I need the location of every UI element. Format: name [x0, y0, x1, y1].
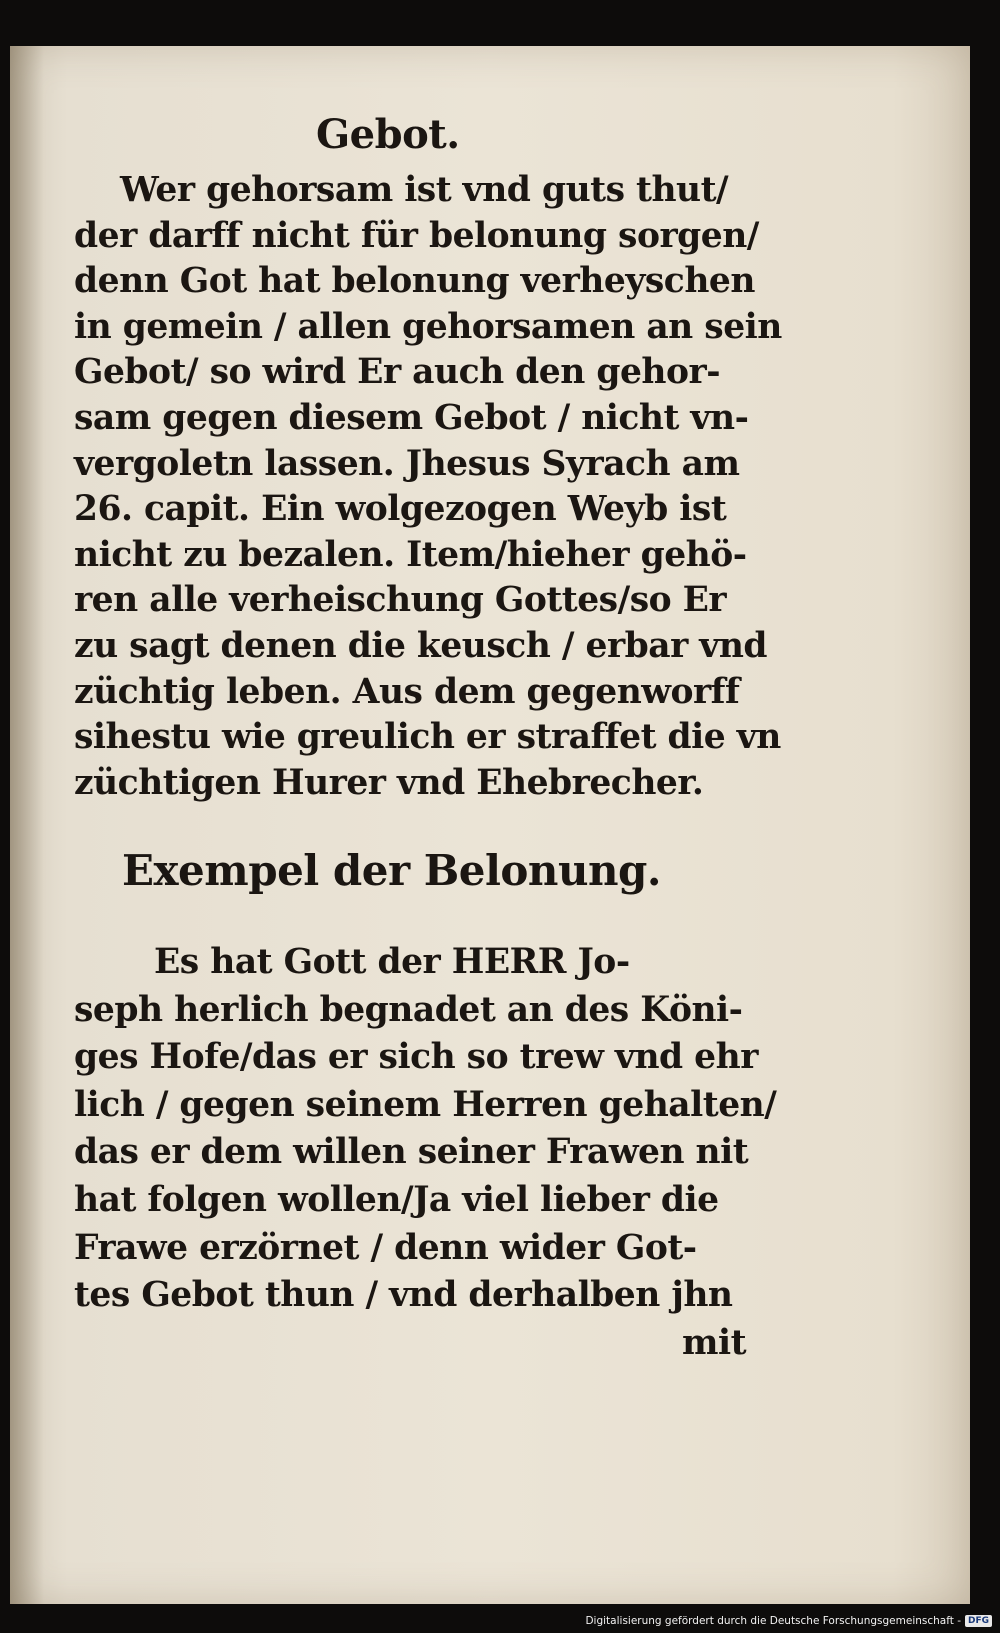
text-line: züchtigen Hurer vnd Ehebrecher.: [74, 762, 704, 803]
exempel-paragraph: [74, 939, 776, 1367]
dfg-logo: DFG: [965, 1615, 992, 1627]
gebot-paragraph: [74, 168, 782, 806]
text-line: Wer gehorsam ist vnd guts thut/: [120, 170, 729, 210]
text-line: der darff nicht für belonung sorgen/: [74, 215, 759, 256]
text-line: Es hat Gott der HERR Jo-: [154, 942, 630, 982]
text-line: in gemein / allen gehorsamen an sein: [74, 306, 782, 347]
text-line: lich / gegen seinem Herren gehalten/: [74, 1084, 777, 1125]
text-line: hat folgen wollen/Ja viel lieber die: [74, 1179, 719, 1220]
text-line: nicht zu bezalen. Item/hieher gehö-: [74, 534, 747, 575]
credit-text: Digitalisierung gefördert durch die Deutsche Forschungsgemeinschaft -: [585, 1615, 961, 1627]
text-line: zu sagt denen die keusch / erbar vnd: [74, 625, 768, 666]
text-line: denn Got hat belonung verheyschen: [74, 261, 755, 302]
text-line: Frawe erzörnet / denn wider Got-: [74, 1227, 697, 1268]
section-heading-exempel: Exempel der Belonung.: [122, 846, 662, 895]
text-line: das er dem willen seiner Frawen nit: [74, 1132, 749, 1173]
gutter-shadow: [10, 46, 44, 1604]
text-line: tes Gebot thun / vnd derhalben jhn: [74, 1275, 733, 1316]
text-line: ges Hofe/das er sich so trew vnd ehr: [74, 1037, 758, 1078]
text-line: ren alle verheischung Gottes/so Er: [74, 580, 727, 621]
catchword: mit: [681, 1322, 746, 1363]
text-line: seph herlich begnadet an des Köni-: [74, 989, 743, 1030]
digitization-credit: [585, 1615, 992, 1627]
text-line: 26. capit. Ein wolgezogen Weyb ist: [74, 489, 727, 530]
book-page: [10, 46, 970, 1604]
text-line: vergoletn lassen. Jhesus Syrach am: [74, 443, 740, 484]
text-line: sam gegen diesem Gebot / nicht vn-: [74, 397, 749, 438]
section-heading-gebot: Gebot.: [316, 111, 460, 158]
text-line: züchtig leben. Aus dem gegenworff: [74, 671, 740, 712]
text-line: sihestu wie greulich er straffet die vn: [74, 717, 781, 758]
text-line: Gebot/ so wird Er auch den gehor-: [74, 352, 721, 393]
